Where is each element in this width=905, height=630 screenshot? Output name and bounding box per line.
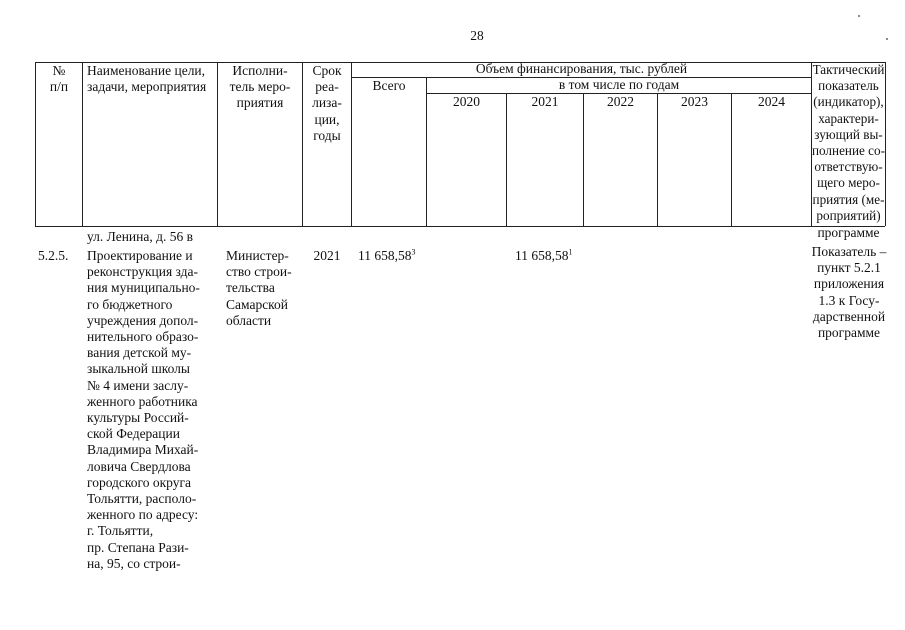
row-total-value: 11 658,58	[358, 248, 412, 263]
row-name: Проектирование и реконструкция зда- ния муниципально- го бюджетного учреждения допол- нительного образо- вания детской му- зыкальной школы № 4 имени заслу- женного работника культуры Россий- ской Федерации Владимира Михай- ловича Свердлова городского округа Тольятти, располо- женного по адресу: г. Тольятти, пр. Степана Рази- на, 95, со строи-	[87, 248, 200, 571]
header-indicator: Тактический показатель (индикатор), характери- зующий вы- полнение со- ответствую- щего меро- приятия (ме- роприятий)	[811, 62, 886, 223]
row-total-footnote: 3	[411, 247, 416, 257]
header-year-2020: 2020	[453, 94, 480, 109]
continuation-name-tail: ул. Ленина, д. 56 в	[87, 229, 193, 244]
header-number: № п/п	[49, 63, 69, 95]
row-2021-value: 11 658,58	[515, 248, 569, 263]
row-term: 2021	[313, 248, 341, 263]
row-indicator: Показатель – пункт 5.2.1 приложения 1.3 к Госу- дарственной программе	[811, 244, 887, 341]
page-number: 28	[470, 28, 484, 43]
header-funding-group: Объем финансирования, тыс. рублей	[475, 61, 688, 76]
header-total: Всего	[372, 78, 406, 93]
header-year-2022: 2022	[607, 94, 634, 109]
header-executor: Исполни- тель меро- приятия	[229, 63, 291, 111]
header-year-2024: 2024	[758, 94, 785, 109]
row-2021	[515, 248, 585, 264]
scan-speck	[858, 15, 860, 17]
row-executor: Министер- ство строи- тельства Самарской области	[226, 248, 292, 328]
row-2021-footnote: 1	[568, 247, 573, 257]
header-year-2023: 2023	[681, 94, 708, 109]
header-term: Срок реа- лиза- ции, годы	[312, 63, 342, 143]
header-by-years: в том числе по годам	[558, 77, 680, 92]
continuation-indicator-tail: программе	[817, 225, 880, 240]
header-name: Наименование цели, задачи, мероприятия	[87, 63, 207, 95]
header-year-2021: 2021	[531, 94, 559, 109]
row-total	[358, 248, 428, 264]
row-number: 5.2.5.	[38, 248, 69, 263]
scan-speck	[886, 38, 888, 40]
